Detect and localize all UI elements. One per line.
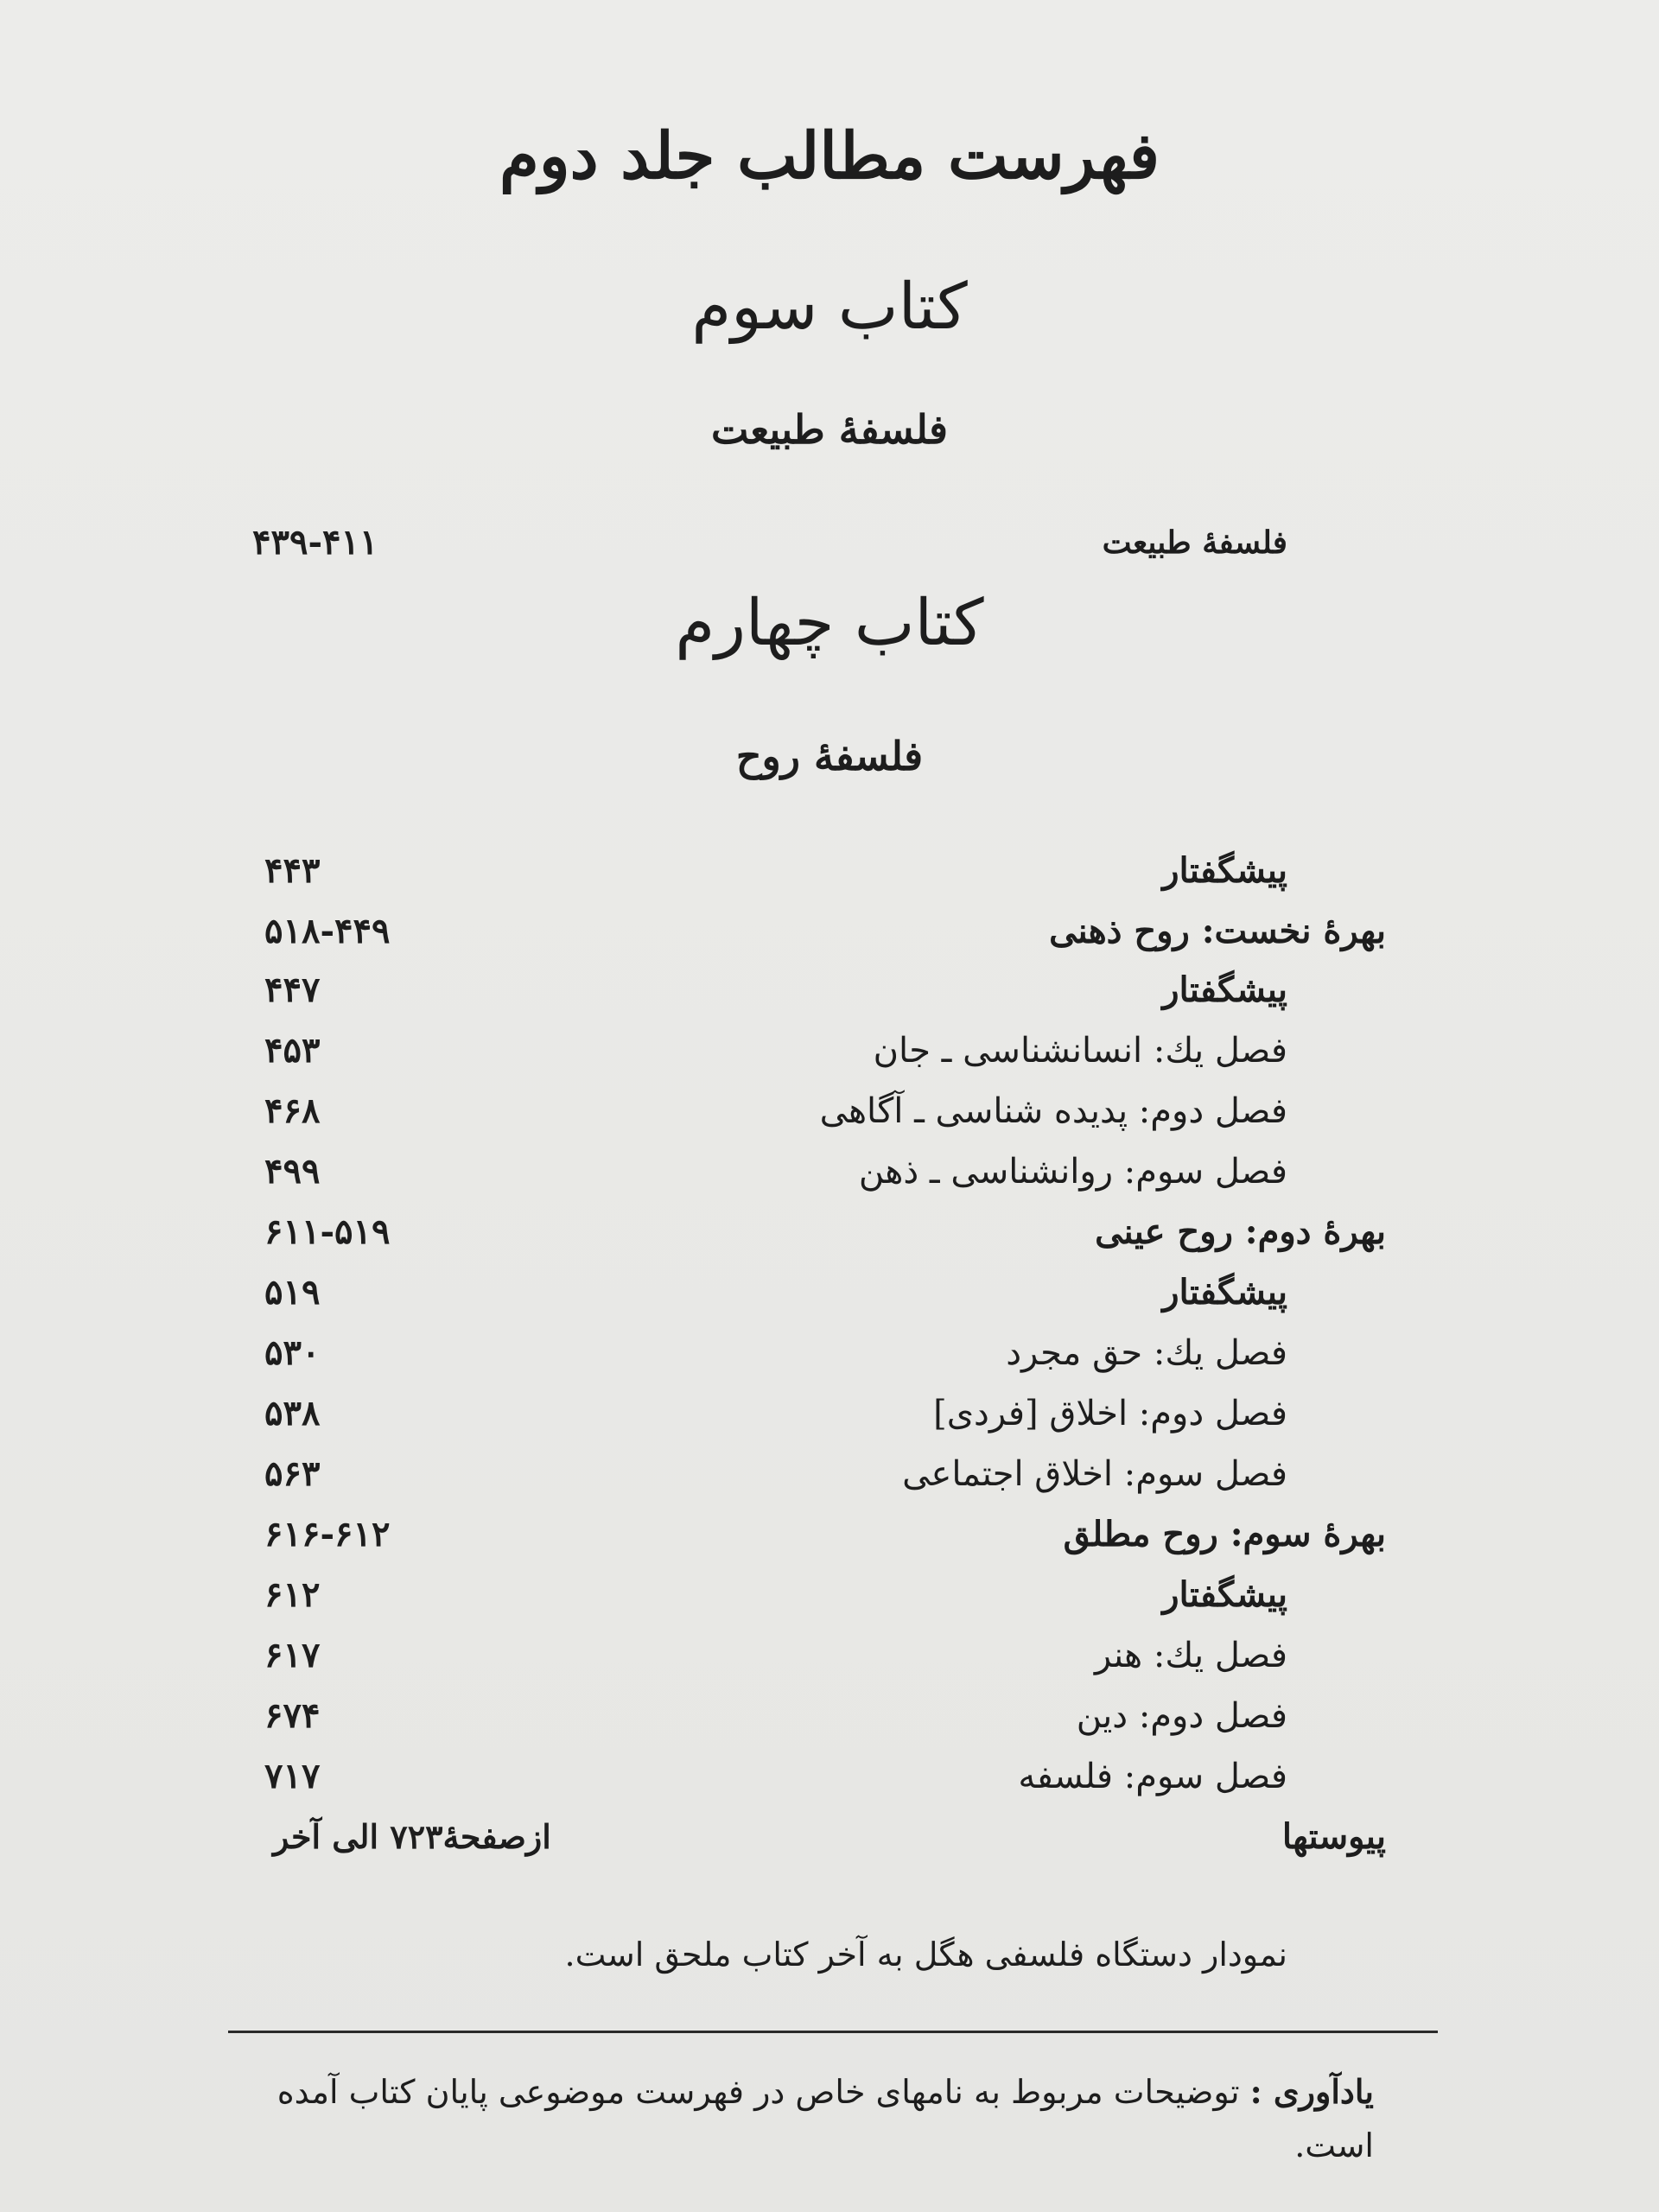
toc-pages: ۵۶۳ bbox=[264, 1453, 321, 1494]
book-three-title: کتاب سوم bbox=[691, 270, 968, 344]
toc-pages: ۶۱۶-۶۱۲ bbox=[264, 1514, 391, 1554]
toc-row bbox=[0, 1631, 1659, 1680]
toc-pages: ۴۹۹ bbox=[264, 1151, 321, 1192]
footnote-divider bbox=[228, 2031, 1438, 2033]
toc-row bbox=[0, 966, 1659, 1014]
toc-pages: ۴۴۷ bbox=[264, 969, 321, 1010]
toc-row bbox=[0, 1813, 1659, 1861]
toc-label: فصل یك: انسانشناسی ـ جان bbox=[873, 1031, 1287, 1071]
toc-label: فلسفهٔ طبیعت bbox=[1102, 524, 1287, 561]
toc-pages: ۴۴۳ bbox=[264, 850, 321, 891]
page-title: فهرست مطالب جلد دوم bbox=[499, 119, 1160, 194]
diagram-note: نمودار دستگاه فلسفی هگل به آخر کتاب ملحق است. bbox=[564, 1936, 1287, 1974]
toc-label: فصل سوم: اخلاق اجتماعی bbox=[902, 1454, 1287, 1494]
toc-pages: ۵۱۹ bbox=[264, 1272, 321, 1313]
toc-row bbox=[0, 1147, 1659, 1196]
toc-pages: ۴۳۹-۴۱۱ bbox=[252, 522, 378, 563]
book-four-section-title: فلسفهٔ روح bbox=[735, 733, 924, 779]
toc-label: بهرهٔ سوم: روح مطلق bbox=[1063, 1514, 1386, 1554]
toc-pages: ۶۱۲ bbox=[264, 1574, 321, 1615]
toc-label: بهرهٔ دوم: روح عینی bbox=[1095, 1211, 1386, 1252]
toc-row bbox=[0, 1692, 1659, 1740]
toc-pages: ۷۱۷ bbox=[264, 1756, 321, 1796]
footnote-prefix: یادآوری : bbox=[1249, 2072, 1374, 2111]
toc-row bbox=[0, 1268, 1659, 1317]
toc-pages: ازصفحهٔ۷۲۳ الی آخر bbox=[273, 1817, 551, 1856]
toc-pages: ۵۳۰ bbox=[264, 1332, 321, 1373]
toc-pages: ۶۷۴ bbox=[264, 1695, 321, 1736]
toc-row bbox=[0, 907, 1659, 956]
toc-label: پیشگفتار bbox=[1162, 1574, 1287, 1615]
footnote bbox=[259, 2065, 1374, 2172]
toc-label: پیشگفتار bbox=[1162, 1272, 1287, 1313]
toc-row bbox=[0, 1571, 1659, 1619]
toc-pages: ۵۱۸-۴۴۹ bbox=[264, 911, 391, 951]
toc-row bbox=[0, 1208, 1659, 1256]
toc-label: پیشگفتار bbox=[1162, 969, 1287, 1010]
toc-label: فصل یك: هنر bbox=[1094, 1636, 1287, 1675]
toc-row bbox=[0, 1510, 1659, 1559]
book-three-section-title: فلسفهٔ طبیعت bbox=[711, 406, 948, 453]
toc-pages: ۶۱۱-۵۱۹ bbox=[264, 1211, 391, 1252]
footnote-text: توضیحات مربوط به نامهای خاص در فهرست موضوعی پایان کتاب آمده است. bbox=[276, 2073, 1374, 2164]
toc-label: فصل دوم: پدیده شناسی ـ آگاهی bbox=[819, 1091, 1287, 1131]
toc-row-philosophy-of-nature bbox=[0, 518, 1659, 567]
toc-row bbox=[0, 1450, 1659, 1498]
toc-label: فصل یك: حق مجرد bbox=[1006, 1333, 1287, 1373]
toc-pages: ۶۱۷ bbox=[264, 1635, 321, 1675]
toc-label: پیوستها bbox=[1281, 1816, 1386, 1857]
book-four-title: کتاب چهارم bbox=[675, 586, 984, 660]
toc-label: فصل سوم: فلسفه bbox=[1018, 1757, 1287, 1796]
toc-label: بهرهٔ نخست: روح ذهنی bbox=[1049, 911, 1386, 951]
toc-row bbox=[0, 1087, 1659, 1135]
toc-label: پیشگفتار bbox=[1162, 850, 1287, 891]
toc-label: فصل دوم: اخلاق [فردی] bbox=[933, 1394, 1287, 1433]
toc-pages: ۵۳۸ bbox=[264, 1393, 321, 1433]
toc-row bbox=[0, 1752, 1659, 1801]
toc-row bbox=[0, 1329, 1659, 1377]
toc-pages: ۴۶۸ bbox=[264, 1090, 321, 1131]
toc-row bbox=[0, 847, 1659, 895]
toc-label: فصل دوم: دین bbox=[1076, 1696, 1287, 1736]
toc-label: فصل سوم: روانشناسی ـ ذهن bbox=[858, 1152, 1287, 1192]
toc-row bbox=[0, 1389, 1659, 1438]
toc-row bbox=[0, 1027, 1659, 1075]
toc-pages: ۴۵۳ bbox=[264, 1030, 321, 1071]
